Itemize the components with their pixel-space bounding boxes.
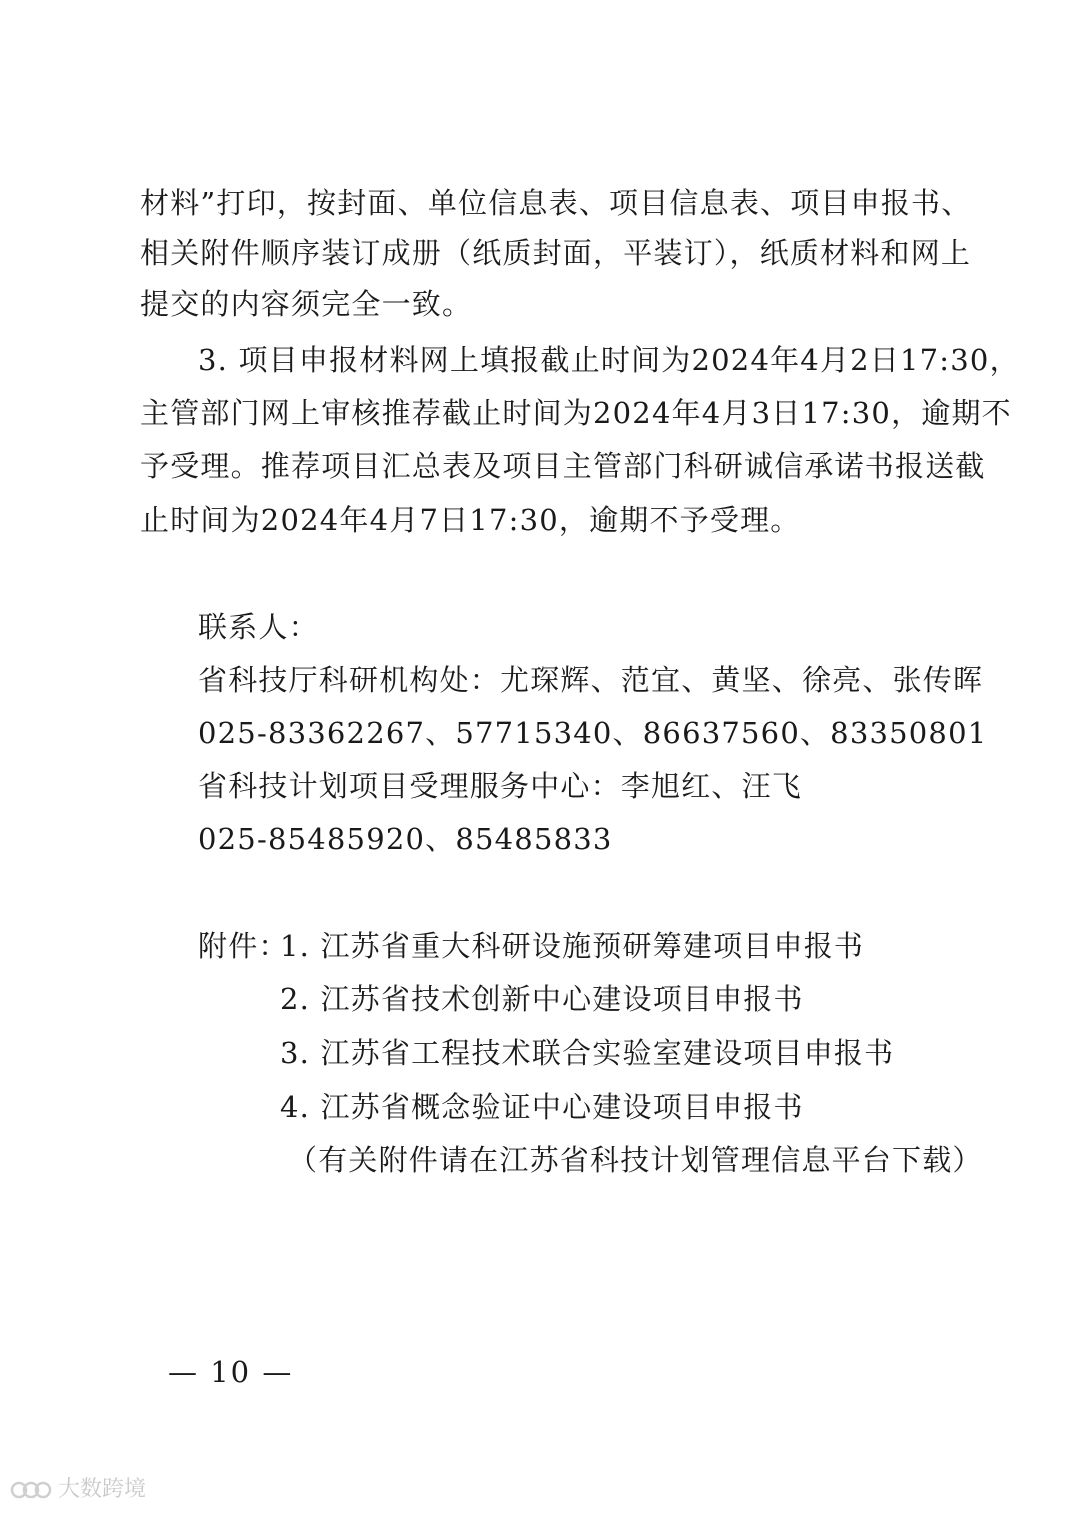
contact-phones-1: 025-83362267、57715340、86637560、83350801 <box>198 716 988 750</box>
contact-dept-2: 省科技计划项目受理服务中心：李旭红、汪飞 <box>198 769 803 803</box>
contact-phones-2: 025-85485920、85485833 <box>198 822 613 856</box>
page-number: — 10 — <box>168 1355 294 1389</box>
attachment-item: 2. 江苏省技术创新中心建设项目申报书 <box>280 982 804 1016</box>
watermark <box>10 1470 146 1510</box>
attachment-item: 1. 江苏省重大科研设施预研筹建项目申报书 <box>280 929 865 963</box>
contact-dept-1: 省科技厅科研机构处：尤琛辉、范宜、黄坚、徐亮、张传晖 <box>198 663 984 697</box>
paragraph-line: 提交的内容须完全一致。 <box>140 287 473 321</box>
paragraph-line: 予受理。推荐项目汇总表及项目主管部门科研诚信承诺书报送截 <box>140 449 986 483</box>
attachment-item: 3. 江苏省工程技术联合实验室建设项目申报书 <box>280 1036 895 1070</box>
paragraph-line: 止时间为2024年4月7日17:30，逾期不予受理。 <box>140 503 801 537</box>
watermark-text: 大数跨境 <box>58 1477 147 1502</box>
contact-heading: 联系人： <box>198 610 319 644</box>
attachments-note: （有关附件请在江苏省科技计划管理信息平台下载） <box>288 1143 983 1177</box>
paragraph-line: 3. 项目申报材料网上填报截止时间为2024年4月2日17:30， <box>198 343 1020 377</box>
attachments-label: 附件： <box>198 929 289 963</box>
paragraph-line: 相关附件顺序装订成册（纸质封面，平装订），纸质材料和网上 <box>140 236 972 270</box>
paragraph-line: 主管部门网上审核推荐截止时间为2024年4月3日17:30，逾期不 <box>140 396 1012 430</box>
watermark-logo-icon <box>10 1476 52 1504</box>
paragraph-line: 材料”打印，按封面、单位信息表、项目信息表、项目申报书、 <box>140 186 972 220</box>
attachment-item: 4. 江苏省概念验证中心建设项目申报书 <box>280 1090 804 1124</box>
